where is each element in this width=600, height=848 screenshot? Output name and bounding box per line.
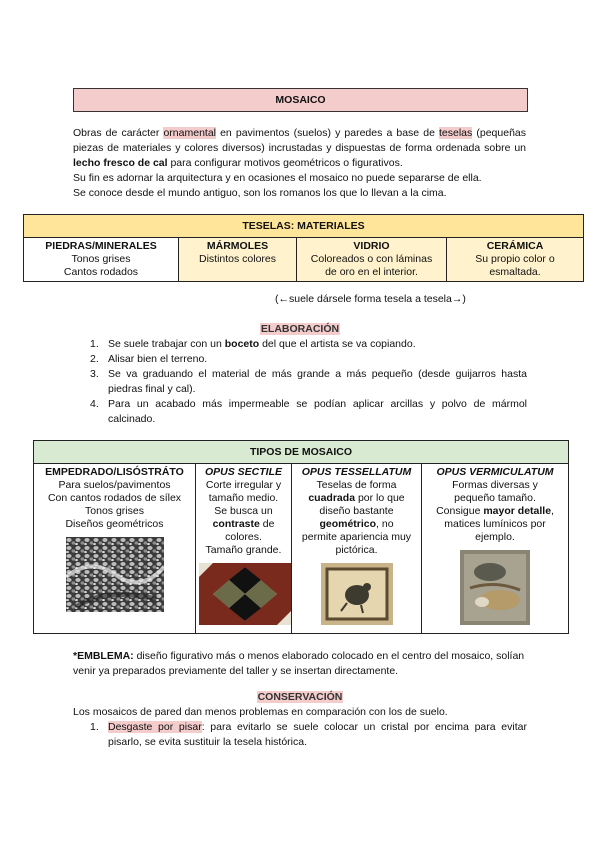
list-item: 4. Para un acabado más impermeable se podían aplicar arcillas y polvo de mármol calcinado. xyxy=(90,398,527,425)
opus-sectile-image xyxy=(199,563,291,625)
tipo-opus-tessellatum: OPUS TESSELLATUM Teselas de forma cuadrada por lo que diseño bastante geométrico, no permite apariencia muy pictórica. xyxy=(292,464,422,634)
opus-vermiculatum-image xyxy=(460,550,530,625)
conservacion-heading: CONSERVACIÓN xyxy=(257,691,343,703)
tipos-table xyxy=(33,440,569,634)
conservacion-list xyxy=(90,720,527,750)
list-item: 2. Alisar bien el terreno. xyxy=(90,353,208,365)
elaboracion-heading: ELABORACIÓN xyxy=(260,323,340,335)
list-item: 1. Desgaste por pisar: para evitarlo se suele colocar un cristal por encima para evitar pisarlo, se evita sustituir la tesela histórica. xyxy=(90,721,527,748)
elaboracion-list xyxy=(90,337,527,427)
material-vidrio: VIDRIO Coloreados o con láminas de oro en el interior. xyxy=(297,238,447,282)
intro-text: Obras de carácter ornamental en pavimentos (suelos) y paredes a base de teselas (pequeñas piezas de materiales y colores diversos) incrustadas y dispuestas de forma ordenada sobre un lecho fresco de cal para configurar motivos geométricos o figurativos. Su fin es adornar la arquitectura y en ocasiones el mosaico no puede separarse de ella. Se conoce desde el mundo antiguo, son los romanos los que lo llevan a la cima. xyxy=(73,127,526,199)
tipos-header: TIPOS DE MOSAICO xyxy=(34,441,569,464)
emblema-note: *EMBLEMA: diseño figurativo más o menos elaborado colocado en el centro del mosaico, solían venir ya preparados previamente del taller y se insertan directamente. xyxy=(73,650,525,677)
conservacion-intro: Los mosaicos de pared dan menos problemas en comparación con los de suelo. xyxy=(73,706,448,718)
list-item: 1. Se suele trabajar con un boceto del que el artista se va copiando. xyxy=(90,338,416,350)
material-marmoles: MÁRMOLES Distintos colores xyxy=(179,238,297,282)
material-piedras: PIEDRAS/MINERALES Tonos grises Cantos rodados xyxy=(24,238,179,282)
tipo-opus-sectile: OPUS SECTILE Corte irregular y tamaño medio. Se busca un contraste de colores. Tamaño grande. xyxy=(196,464,292,634)
materials-header: TESELAS: MATERIALES xyxy=(24,215,584,238)
tipo-empedrado: EMPEDRADO/LISÓSTRÁTO Para suelos/pavimentos Con cantos rodados de sílex Tonos grises Diseños geométricos xyxy=(34,464,196,634)
page-title: MOSAICO xyxy=(73,88,528,112)
opus-tessellatum-image xyxy=(321,563,393,625)
tipo-opus-vermiculatum: OPUS VERMICULATUM Formas diversas y pequeño tamaño. Consigue mayor detalle, matices lumínicos por ejemplo. xyxy=(422,464,569,634)
pebble-mosaic-image xyxy=(66,537,164,612)
materials-table xyxy=(23,214,584,282)
materials-note: (←suele dársele forma tesela a tesela→) xyxy=(275,293,466,305)
list-item: 3. Se va graduando el material de más grande a más pequeño (desde guijarros hasta piedras final y cal). xyxy=(90,368,527,395)
material-ceramica: CERÁMICA Su propio color o esmaltada. xyxy=(447,238,584,282)
